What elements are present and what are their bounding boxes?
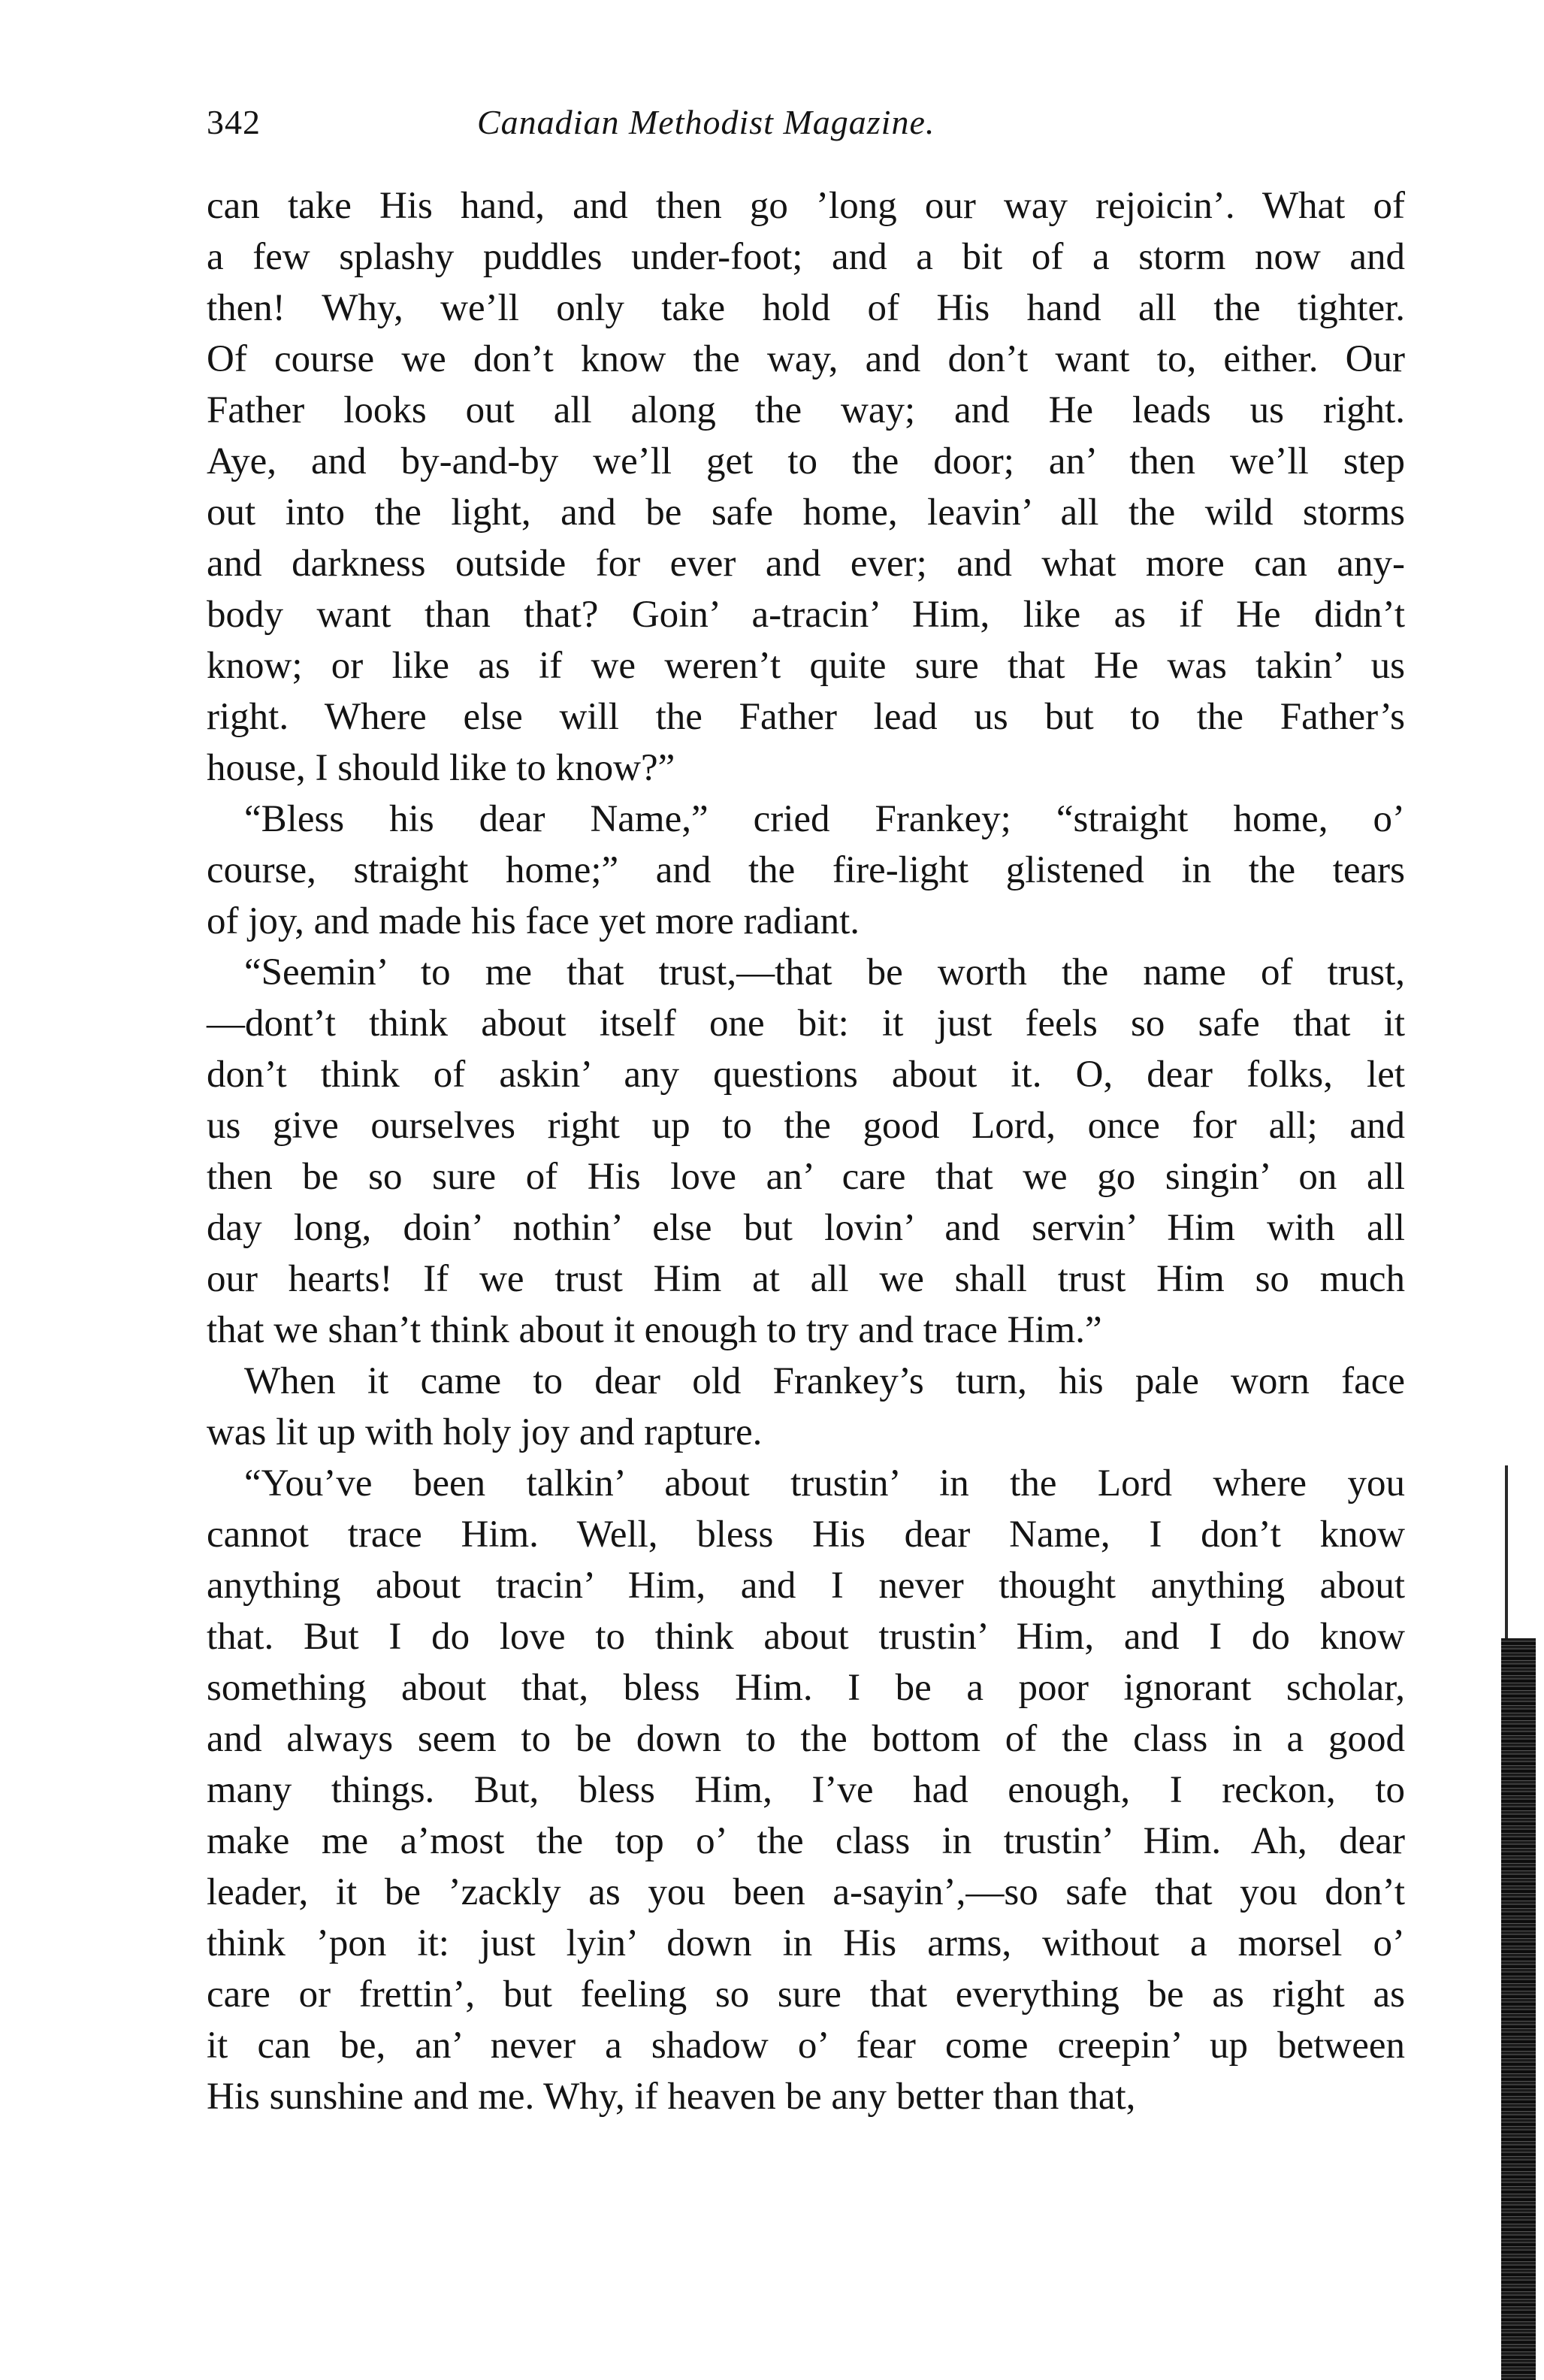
- running-head: [207, 96, 1405, 149]
- text-line: and darkness outside for ever and ever; and what more can any-: [207, 543, 1405, 585]
- text-line: leader, it be ’zackly as you been a-sayin’,—so safe that you don’t: [207, 1871, 1405, 1913]
- paragraph: [207, 1356, 1405, 1458]
- text-line: don’t think of askin’ any questions about it. O, dear folks, let: [207, 1054, 1405, 1096]
- text-line: right. Where else will the Father lead us but to the Father’s: [207, 696, 1405, 738]
- text-line: and always seem to be down to the bottom of the class in a good: [207, 1718, 1405, 1760]
- text-line: our hearts! If we trust Him at all we shall trust Him so much: [207, 1258, 1405, 1300]
- text-line: His sunshine and me. Why, if heaven be any better than that,: [207, 2076, 1136, 2118]
- text-line: can take His hand, and then go ’long our way rejoicin’. What of: [207, 185, 1405, 227]
- text-line: then! Why, we’ll only take hold of His hand all the tighter.: [207, 287, 1405, 329]
- page-number: 342: [207, 103, 261, 141]
- text-line: many things. But, bless Him, I’ve had enough, I reckon, to: [207, 1769, 1405, 1811]
- text-line: —dont’t think about itself one bit: it just feels so safe that it: [207, 1003, 1405, 1045]
- text-line: think ’pon it: just lyin’ down in His arms, without a morsel o’: [207, 1922, 1405, 1964]
- text-line: a few splashy puddles under-foot; and a bit of a storm now and: [207, 236, 1405, 278]
- text-line: that we shan’t think about it enough to try and trace Him.”: [207, 1309, 1102, 1351]
- text-line: was lit up with holy joy and rapture.: [207, 1411, 763, 1453]
- text-line: house, I should like to know?”: [207, 747, 675, 789]
- text-line: something about that, bless Him. I be a poor ignorant scholar,: [207, 1667, 1405, 1709]
- text-line: that. But I do love to think about trustin’ Him, and I do know: [207, 1616, 1405, 1658]
- running-title: Canadian Methodist Magazine.: [477, 103, 935, 141]
- paragraph: [207, 1458, 1405, 2122]
- scan-edge-line: [1505, 1465, 1508, 1646]
- text-line: body want than that? Goin’ a-tracin’ Him, like as if He didn’t: [207, 594, 1405, 636]
- text-line: know; or like as if we weren’t quite sure that He was takin’ us: [207, 645, 1405, 687]
- text-line: Aye, and by-and-by we’ll get to the door; an’ then we’ll step: [207, 440, 1405, 482]
- text-line: day long, doin’ nothin’ else but lovin’ and servin’ Him with all: [207, 1207, 1405, 1249]
- paragraph: [207, 180, 1405, 794]
- text-line: us give ourselves right up to the good Lord, once for all; and: [207, 1105, 1405, 1147]
- text-line: care or frettin’, but feeling so sure that everything be as right as: [207, 1973, 1405, 2016]
- text-line: “Bless his dear Name,” cried Frankey; “straight home, o’: [244, 798, 1405, 840]
- text-line: “You’ve been talkin’ about trustin’ in the Lord where you: [244, 1462, 1405, 1505]
- text-line: Father looks out all along the way; and He leads us right.: [207, 389, 1405, 431]
- scan-edge-shadow: [1501, 1638, 1536, 2380]
- text-line: make me a’most the top o’ the class in trustin’ Him. Ah, dear: [207, 1820, 1405, 1862]
- text-line: When it came to dear old Frankey’s turn, his pale worn face: [244, 1360, 1405, 1402]
- text-line: “Seemin’ to me that trust,—that be worth the name of trust,: [244, 951, 1405, 993]
- text-line: then be so sure of His love an’ care that we go singin’ on all: [207, 1156, 1405, 1198]
- body-text: [207, 180, 1405, 2122]
- paragraph: [207, 794, 1405, 947]
- text-line: Of course we don’t know the way, and don’t want to, either. Our: [207, 338, 1405, 380]
- text-line: of joy, and made his face yet more radiant.: [207, 900, 860, 942]
- text-line: cannot trace Him. Well, bless His dear Name, I don’t know: [207, 1514, 1405, 1556]
- paragraph: [207, 947, 1405, 1356]
- text-line: anything about tracin’ Him, and I never thought anything about: [207, 1565, 1405, 1607]
- text-line: out into the light, and be safe home, leavin’ all the wild storms: [207, 491, 1405, 534]
- text-line: course, straight home;” and the fire-light glistened in the tears: [207, 849, 1405, 891]
- text-line: it can be, an’ never a shadow o’ fear come creepin’ up between: [207, 2025, 1405, 2067]
